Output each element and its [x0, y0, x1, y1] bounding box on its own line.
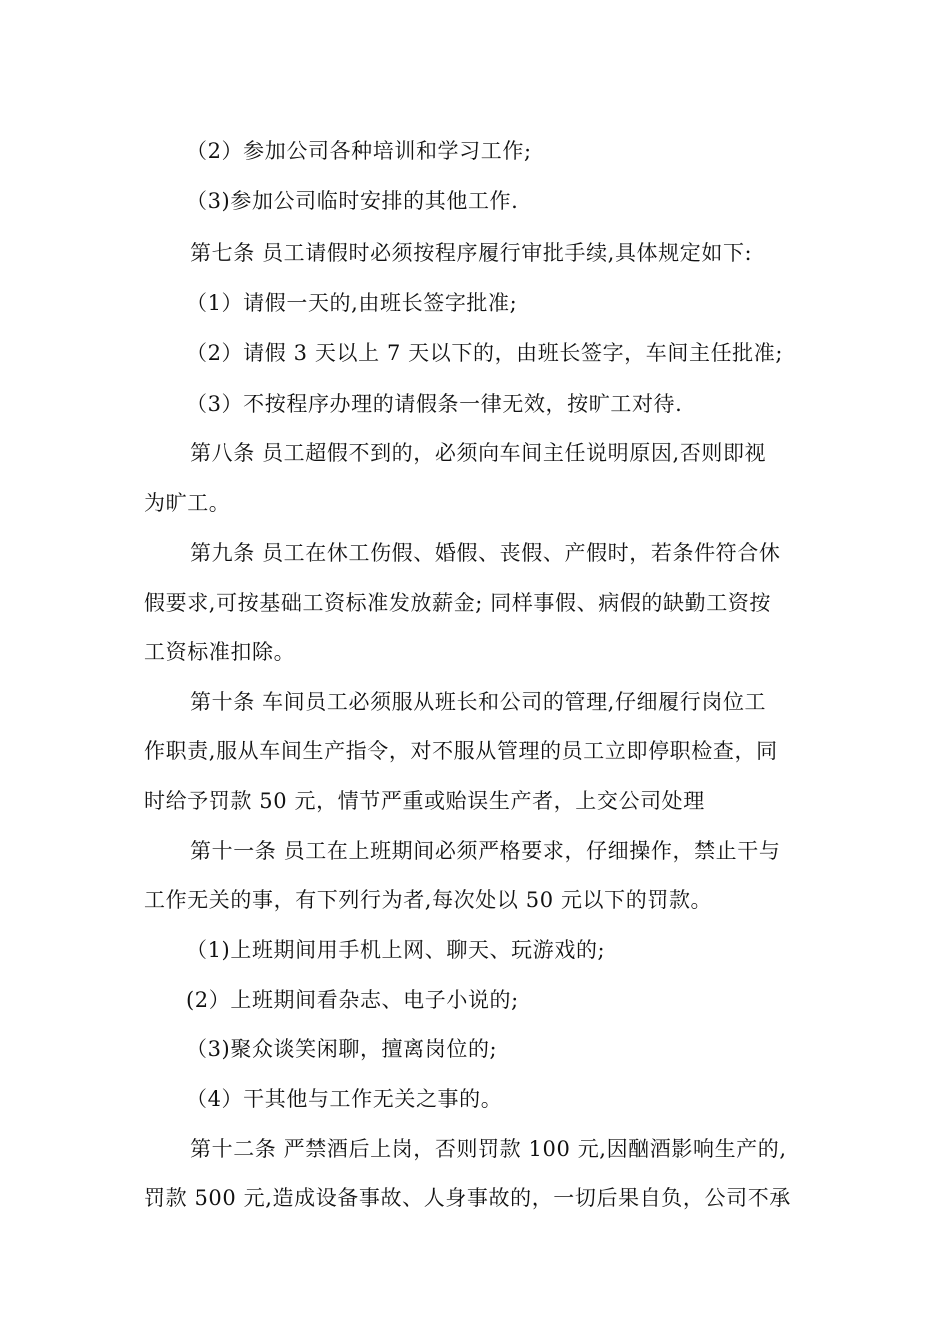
text-line-12: 第十条 车间员工必须服从班长和公司的管理,仔细履行岗位工 — [190, 690, 767, 714]
text-line-11: 工资标准扣除。 — [144, 640, 296, 664]
text-line-14: 时给予罚款 50 元，情节严重或贻误生产者，上交公司处理 — [144, 789, 705, 813]
text-line-4: （1）请假一天的,由班长签字批准; — [186, 291, 518, 315]
text-line-18: (2）上班期间看杂志、电子小说的; — [186, 988, 519, 1012]
text-line-8: 为旷工。 — [144, 491, 231, 515]
text-line-5: （2）请假 3 天以上 7 天以下的，由班长签字，车间主任批准; — [186, 341, 784, 365]
text-line-17: （1)上班期间用手机上网、聊天、玩游戏的; — [186, 938, 606, 962]
text-line-9: 第九条 员工在休工伤假、婚假、丧假、产假时，若条件符合休 — [190, 541, 781, 565]
text-line-20: （4）干其他与工作无关之事的。 — [186, 1087, 503, 1111]
text-line-2: （3)参加公司临时安排的其他工作. — [186, 189, 519, 213]
text-line-6: （3）不按程序办理的请假条一律无效，按旷工对待. — [186, 392, 683, 416]
text-line-13: 作职责,服从车间生产指令，对不服从管理的员工立即停职检查，同 — [144, 739, 778, 763]
text-line-1: （2）参加公司各种培训和学习工作; — [186, 139, 532, 163]
text-line-19: （3)聚众谈笑闲聊，擅离岗位的; — [186, 1037, 498, 1061]
text-line-22: 罚款 500 元,造成设备事故、人身事故的，一切后果自负，公司不承 — [144, 1186, 791, 1210]
text-line-7: 第八条 员工超假不到的，必须向车间主任说明原因,否则即视 — [190, 441, 767, 465]
text-line-16: 工作无关的事，有下列行为者,每次处以 50 元以下的罚款。 — [144, 888, 713, 912]
text-line-3: 第七条 员工请假时必须按程序履行审批手续,具体规定如下: — [190, 241, 753, 265]
text-line-10: 假要求,可按基础工资标准发放薪金; 同样事假、病假的缺勤工资按 — [144, 591, 772, 615]
text-line-21: 第十二条 严禁酒后上岗，否则罚款 100 元,因酗酒影响生产的, — [190, 1137, 787, 1161]
text-line-15: 第十一条 员工在上班期间必须严格要求，仔细操作，禁止干与 — [190, 839, 781, 863]
